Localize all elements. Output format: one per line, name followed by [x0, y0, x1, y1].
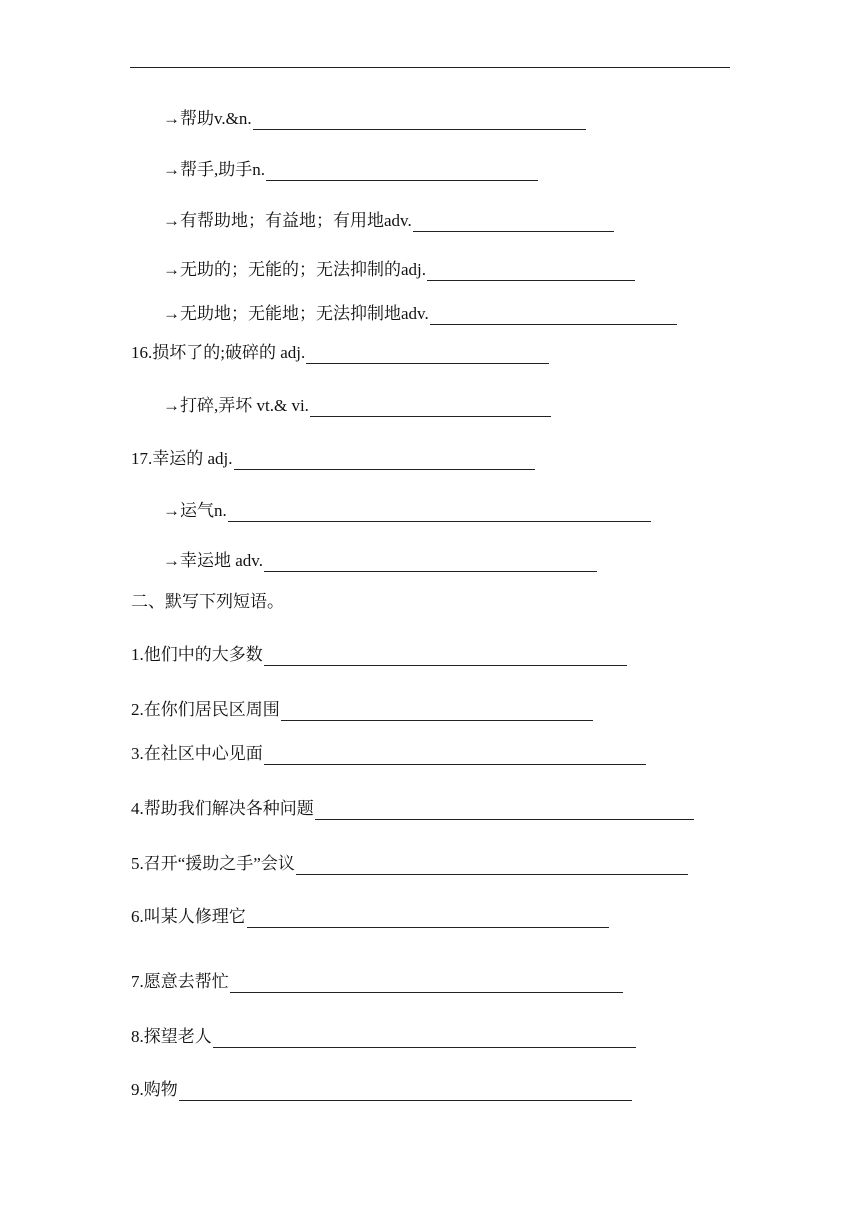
phrase-line [131, 743, 646, 765]
header-rule [130, 67, 730, 68]
word-line [131, 342, 549, 364]
answer-blank[interactable] [315, 801, 694, 820]
answer-blank[interactable] [228, 503, 651, 522]
phrase-line [131, 699, 593, 721]
phrase-prompt: 8.探望老人 [131, 1027, 212, 1046]
word-line [131, 448, 535, 470]
answer-blank[interactable] [213, 1029, 636, 1048]
word-prompt: →运气n. [163, 501, 227, 520]
word-prompt: →无助地；无能地；无法抑制地adv. [163, 304, 429, 323]
word-line [163, 159, 538, 181]
answer-blank[interactable] [306, 345, 549, 364]
phrase-line [131, 1079, 632, 1101]
word-prompt: →帮手,助手n. [163, 160, 265, 179]
phrase-prompt: 3.在社区中心见面 [131, 744, 263, 763]
phrase-prompt: 2.在你们居民区周围 [131, 700, 280, 719]
phrase-line [131, 853, 688, 875]
phrase-prompt: 1.他们中的大多数 [131, 645, 263, 664]
word-line [163, 259, 635, 281]
answer-blank[interactable] [310, 398, 551, 417]
section-title: 二、默写下列短语。 [131, 592, 284, 611]
word-prompt: →帮助v.&n. [163, 109, 252, 128]
phrase-line [131, 971, 623, 993]
answer-blank[interactable] [247, 909, 609, 928]
word-line [163, 303, 677, 325]
word-prompt: 17.幸运的 adj. [131, 449, 233, 468]
answer-blank[interactable] [264, 553, 597, 572]
word-prompt: →幸运地 adv. [163, 551, 263, 570]
answer-blank[interactable] [281, 702, 593, 721]
word-prompt: 16.损坏了的;破碎的 adj. [131, 343, 306, 362]
phrase-prompt: 9.购物 [131, 1080, 178, 1099]
word-line [163, 500, 651, 522]
answer-blank[interactable] [427, 262, 635, 281]
answer-blank[interactable] [264, 746, 646, 765]
phrase-prompt: 6.叫某人修理它 [131, 907, 246, 926]
answer-blank[interactable] [234, 451, 535, 470]
word-line [163, 108, 586, 130]
word-line [163, 210, 614, 232]
word-prompt: →有帮助地；有益地；有用地adv. [163, 211, 412, 230]
answer-blank[interactable] [430, 306, 677, 325]
word-prompt: →打碎,弄坏 vt.& vi. [163, 396, 309, 415]
answer-blank[interactable] [264, 647, 627, 666]
answer-blank[interactable] [230, 974, 623, 993]
word-line [163, 395, 551, 417]
answer-blank[interactable] [413, 213, 614, 232]
phrase-prompt: 4.帮助我们解决各种问题 [131, 799, 314, 818]
answer-blank[interactable] [296, 856, 688, 875]
phrase-prompt: 5.召开“援助之手”会议 [131, 854, 295, 873]
answer-blank[interactable] [253, 111, 586, 130]
answer-blank[interactable] [266, 162, 538, 181]
word-line [163, 550, 597, 572]
phrase-line [131, 798, 694, 820]
phrase-line [131, 906, 609, 928]
phrase-line [131, 644, 627, 666]
phrase-prompt: 7.愿意去帮忙 [131, 972, 229, 991]
answer-blank[interactable] [179, 1082, 632, 1101]
word-prompt: →无助的；无能的；无法抑制的adj. [163, 260, 427, 279]
phrase-line [131, 1026, 636, 1048]
